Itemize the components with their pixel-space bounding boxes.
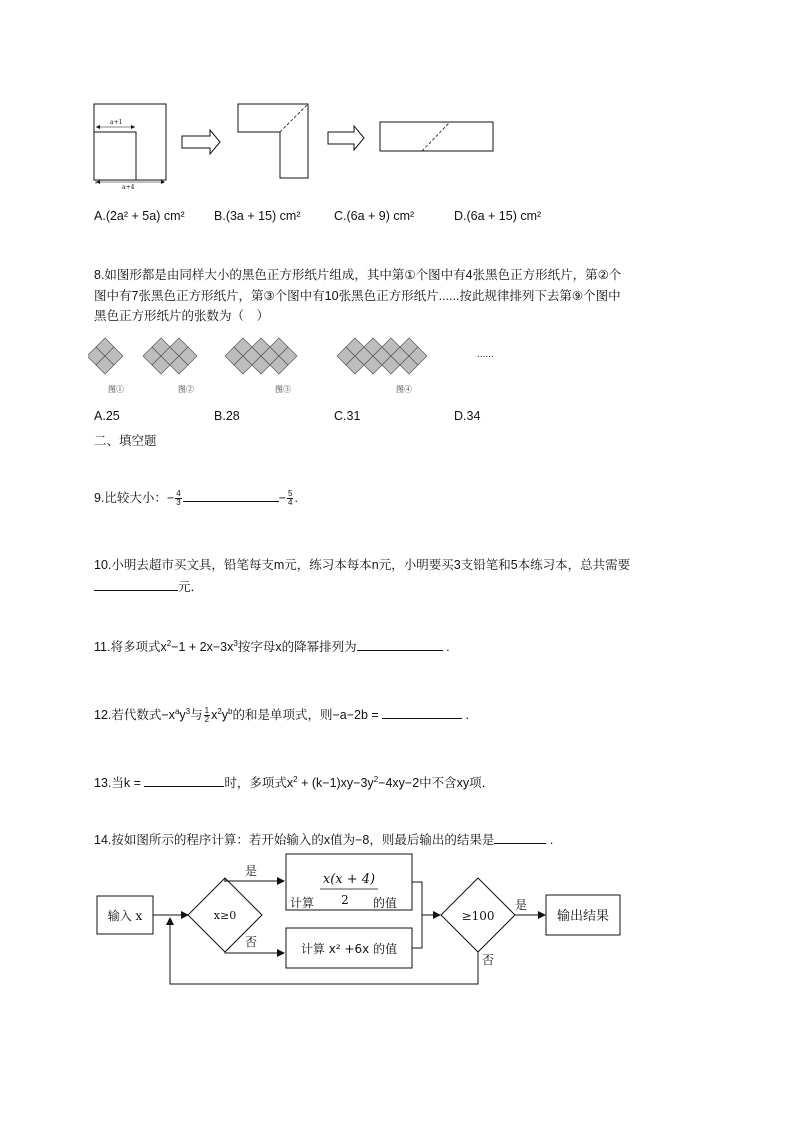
flow-calc1-prefix: 计算 (290, 896, 315, 910)
q9-answer-blank[interactable] (183, 488, 279, 502)
q8-caption-3: 图③ (275, 385, 291, 394)
q8-option-c: C.31 (334, 409, 361, 423)
flow-cond1-label: x≥0 (213, 909, 237, 922)
q8-option-d: D.34 (454, 409, 481, 423)
q10-line-1: 10.小明去超市买文具，铅笔每支m元，练习本每本n元，小明要买3支铅笔和5本练习本，总共需要 (94, 558, 631, 572)
q8-pattern-figure (88, 336, 508, 378)
q9: 9.比较大小：− $\frac{4}{3}$ − $\frac{5}{4}$ . (94, 489, 298, 508)
q10-line-2: 元． (94, 577, 203, 596)
flow-no2-label: 否 (481, 953, 495, 967)
q7-option-b: B.(3a + 15) cm² (214, 209, 301, 223)
q14-answer-blank[interactable] (494, 830, 546, 844)
flow-yes2-label: 是 (514, 898, 528, 912)
q7-option-a: A.(2a² + 5a) cm² (94, 209, 185, 223)
flow-calc1-suffix: 的值 (373, 896, 398, 910)
q8-option-b: B.28 (214, 409, 240, 423)
flow-calc2-label: 计算 x² +6x 的值 (300, 942, 398, 956)
q7-figure (88, 96, 508, 192)
q11: 11.将多项式$x^2-1 + 2x-3x^3$按字母x的降幂排列为 . (94, 639, 450, 655)
flow-input-label: 输入 x (107, 909, 143, 923)
q14: 14.按如图所示的程序计算：若开始输入的x值为−8，则最后输出的结果是 . (94, 830, 553, 849)
q8-caption-4: 图④ (396, 385, 412, 394)
flow-cond2-label: ≥100 (461, 909, 495, 923)
q11-answer-blank[interactable] (357, 637, 443, 651)
q8-line-2: 图中有7张黑色正方形纸片，第③个图中有10张黑色正方形纸片......按此规律排列下去第⑨个图中 (94, 289, 621, 303)
flow-calc1-den: 2 (341, 893, 349, 907)
flow-output-label: 输出结果 (556, 909, 610, 924)
q13: 13.当k = 时，多项式$x^2 + (k-1)xy-3y^2-4xy-2$中不含xy项． (94, 775, 495, 791)
q7-label-bottom: a+4 (122, 184, 135, 191)
q7-option-d: D.(6a + 15) cm² (454, 209, 542, 223)
section-heading: 二、填空题 (94, 434, 157, 448)
flow-no1-label: 否 (244, 935, 258, 949)
flow-yes1-label: 是 (244, 864, 258, 878)
q12-answer-blank[interactable] (382, 705, 462, 719)
q13-answer-blank[interactable] (144, 773, 224, 787)
flow-calc1-expr: x(x + 4) (322, 872, 376, 887)
q10-answer-blank[interactable] (94, 577, 178, 591)
program-flowchart (90, 850, 630, 992)
q8-caption-1: 图① (108, 385, 124, 394)
q7-option-c: C.(6a + 9) cm² (334, 209, 415, 223)
q7-label-top: a+1 (110, 119, 123, 126)
q12: 12.若代数式$-x^ay^3$与 $\frac{1}{2}$ $x^2y^b$的和是单项式，则−a−2b = . (94, 706, 470, 725)
q8-ellipsis: ...... (477, 349, 494, 360)
q8-line-3: 黑色正方形纸片的张数为（ ） (94, 309, 270, 323)
q8-option-a: A.25 (94, 409, 120, 423)
q8-line-1: 8.如图形都是由同样大小的黑色正方形纸片组成，其中第①个图中有4张黑色正方形纸片，第②个 (94, 268, 622, 282)
q8-caption-2: 图② (178, 385, 194, 394)
